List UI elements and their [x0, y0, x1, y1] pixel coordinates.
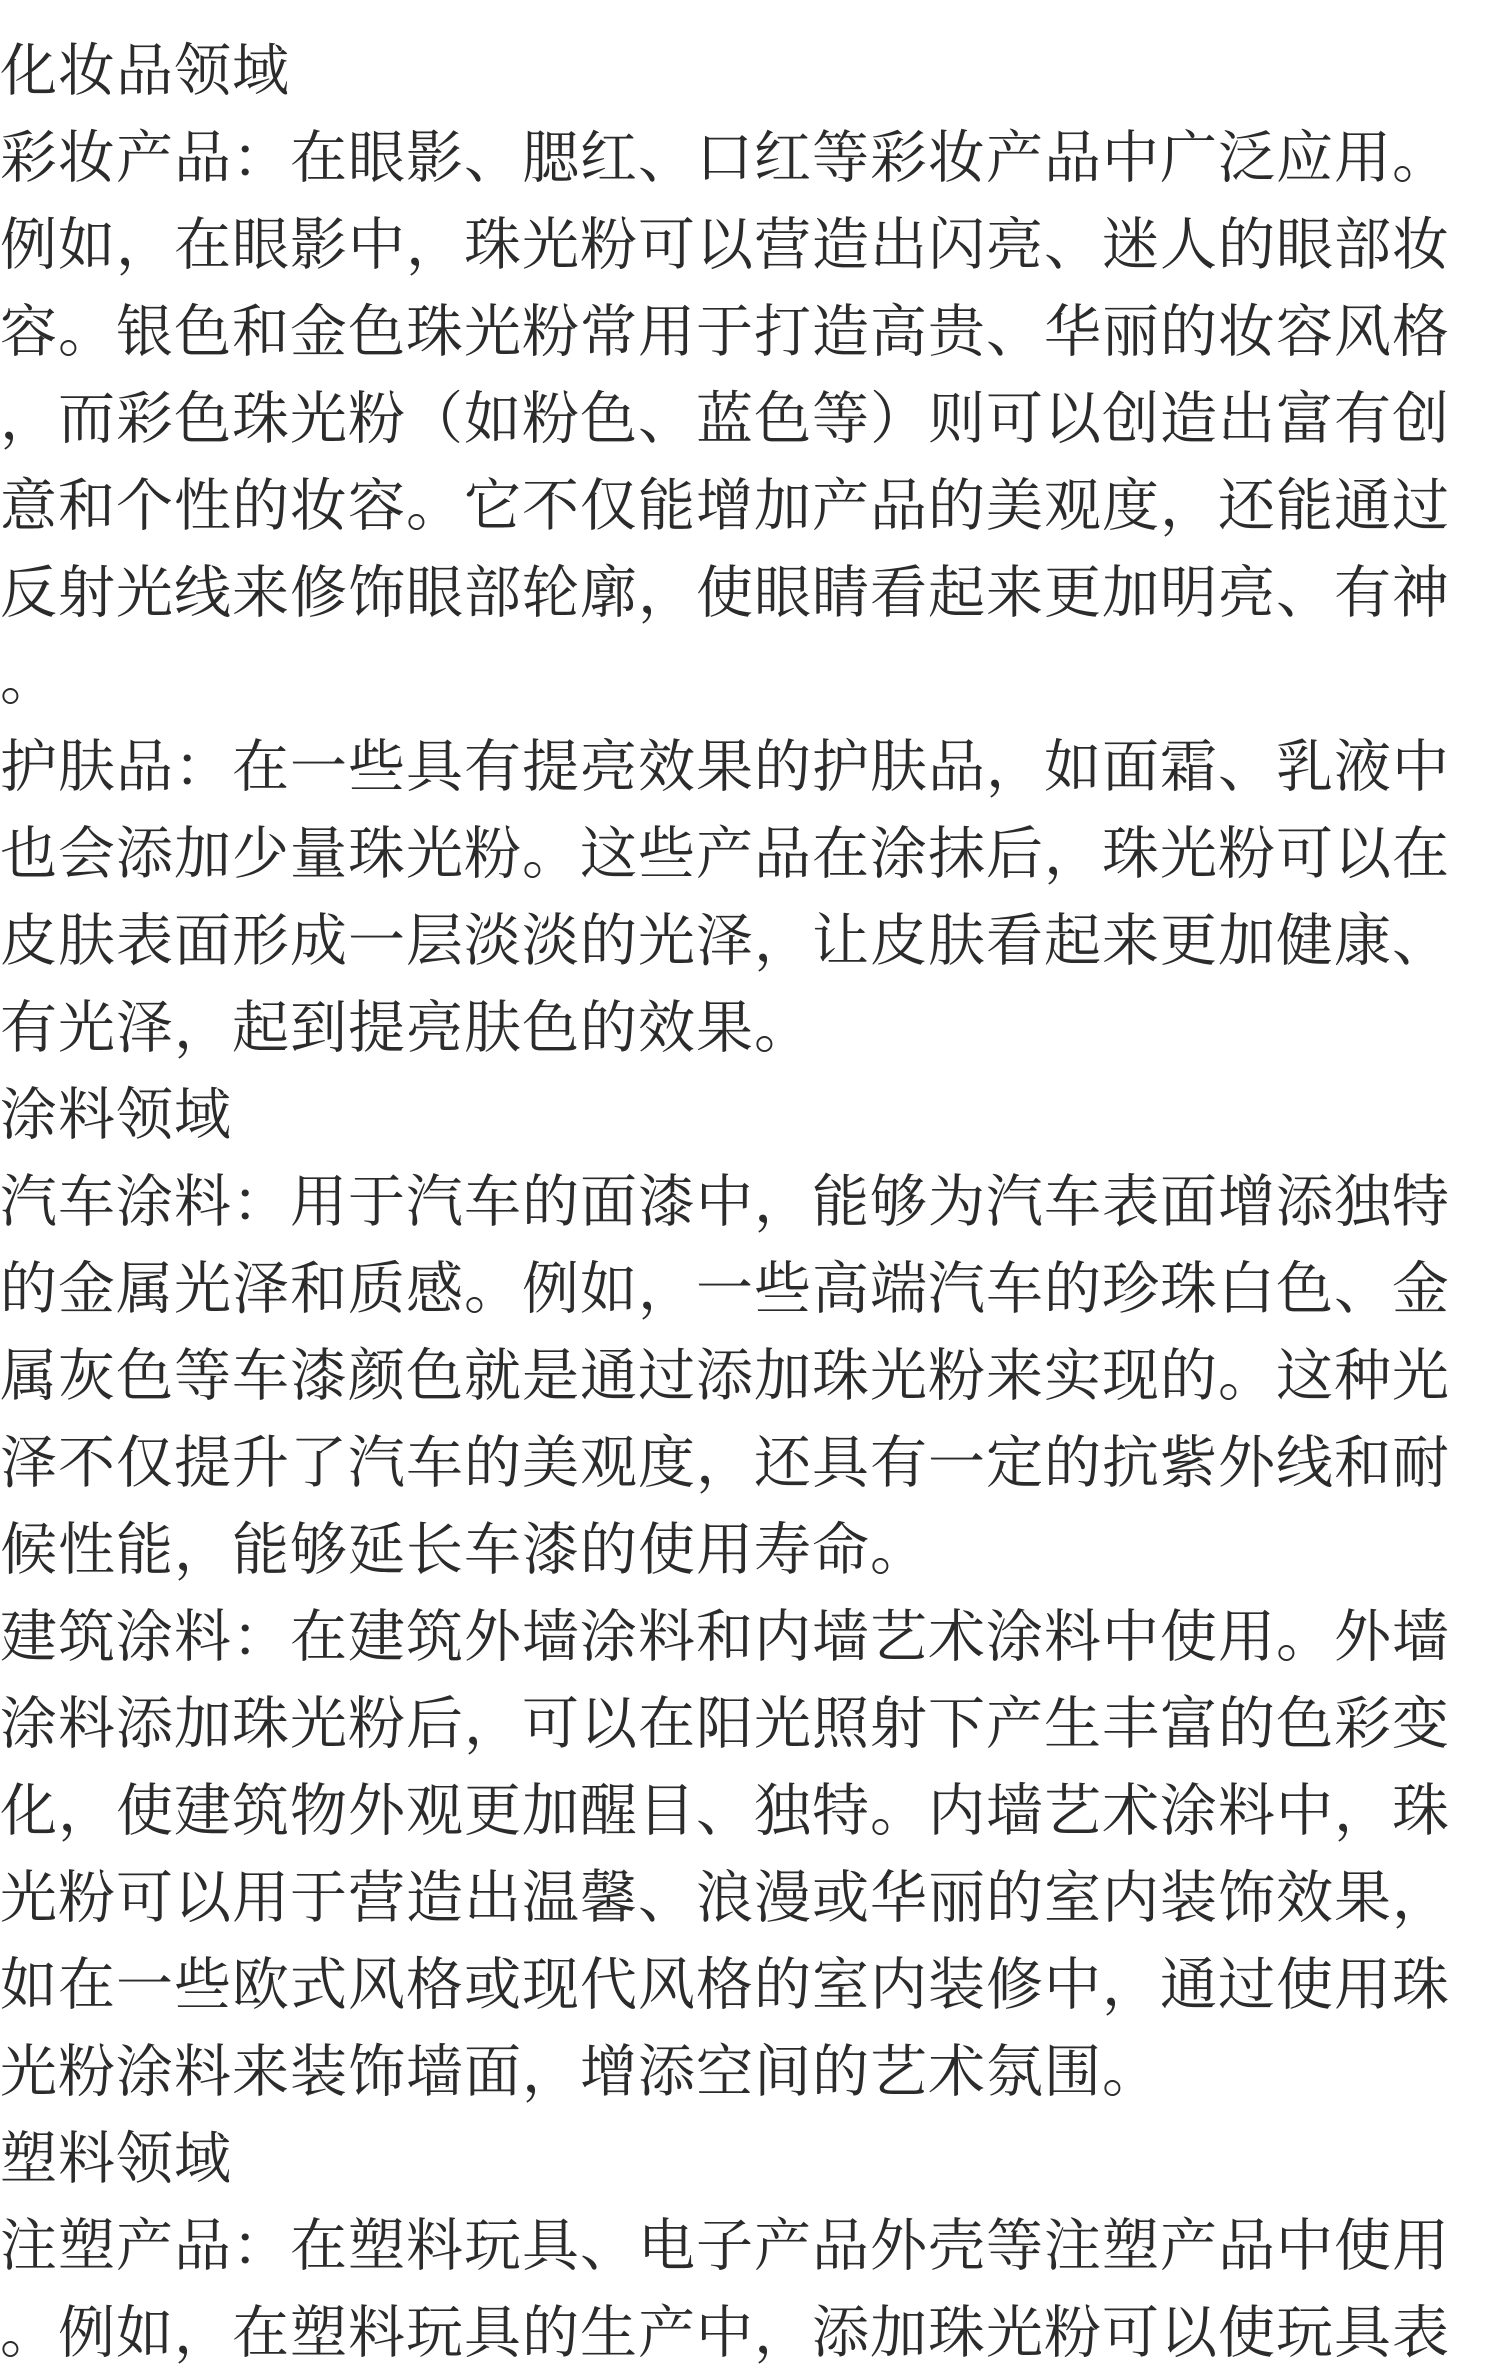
- paragraph-line: 建筑涂料：在建筑外墙涂料和内墙艺术涂料中使用。外墙: [0, 1604, 1450, 1670]
- paragraph-line: 化，使建筑物外观更加醒目、独特。内墙艺术涂料中，珠: [0, 1778, 1450, 1844]
- paragraph-line: 属灰色等车漆颜色就是通过添加珠光粉来实现的。这种光: [0, 1343, 1450, 1409]
- section-heading-plastics: 塑料领域: [0, 2126, 232, 2192]
- paragraph-line: 泽不仅提升了汽车的美观度，还具有一定的抗紫外线和耐: [0, 1430, 1450, 1496]
- paragraph-line: 反射光线来修饰眼部轮廓，使眼睛看起来更加明亮、有神: [0, 560, 1450, 626]
- paragraph-line: 的金属光泽和质感。例如，一些高端汽车的珍珠白色、金: [0, 1256, 1450, 1322]
- section-heading-coatings: 涂料领域: [0, 1082, 232, 1148]
- paragraph-line: 候性能，能够延长车漆的使用寿命。: [0, 1517, 928, 1583]
- paragraph-line: 彩妆产品：在眼影、腮红、口红等彩妆产品中广泛应用。: [0, 125, 1450, 191]
- paragraph-line: 光粉涂料来装饰墙面，增添空间的艺术氛围。: [0, 2039, 1160, 2105]
- paragraph-line: 如在一些欧式风格或现代风格的室内装修中，通过使用珠: [0, 1952, 1450, 2018]
- paragraph-line: 也会添加少量珠光粉。这些产品在涂抹后，珠光粉可以在: [0, 821, 1450, 887]
- paragraph-line: 意和个性的妆容。它不仅能增加产品的美观度，还能通过: [0, 473, 1450, 539]
- paragraph-line: 容。银色和金色珠光粉常用于打造高贵、华丽的妆容风格: [0, 299, 1450, 365]
- paragraph-line: 有光泽，起到提亮肤色的效果。: [0, 995, 812, 1061]
- paragraph-line: ，而彩色珠光粉（如粉色、蓝色等）则可以创造出富有创: [0, 386, 1450, 452]
- section-heading-cosmetics: 化妆品领域: [0, 38, 290, 104]
- paragraph-line: 汽车涂料：用于汽车的面漆中，能够为汽车表面增添独特: [0, 1169, 1450, 1235]
- paragraph-line: 护肤品：在一些具有提亮效果的护肤品，如面霜、乳液中: [0, 734, 1450, 800]
- document-body: [0, 28, 1460, 2377]
- paragraph-line: 。例如，在塑料玩具的生产中，添加珠光粉可以使玩具表: [0, 2300, 1450, 2366]
- paragraph-line: 。: [0, 647, 58, 713]
- paragraph-line: 光粉可以用于营造出温馨、浪漫或华丽的室内装饰效果，: [0, 1865, 1450, 1931]
- paragraph-line: 皮肤表面形成一层淡淡的光泽，让皮肤看起来更加健康、: [0, 908, 1450, 974]
- paragraph-line: 涂料添加珠光粉后，可以在阳光照射下产生丰富的色彩变: [0, 1691, 1450, 1757]
- paragraph-line: 注塑产品：在塑料玩具、电子产品外壳等注塑产品中使用: [0, 2213, 1450, 2279]
- paragraph-line: 例如，在眼影中，珠光粉可以营造出闪亮、迷人的眼部妆: [0, 212, 1450, 278]
